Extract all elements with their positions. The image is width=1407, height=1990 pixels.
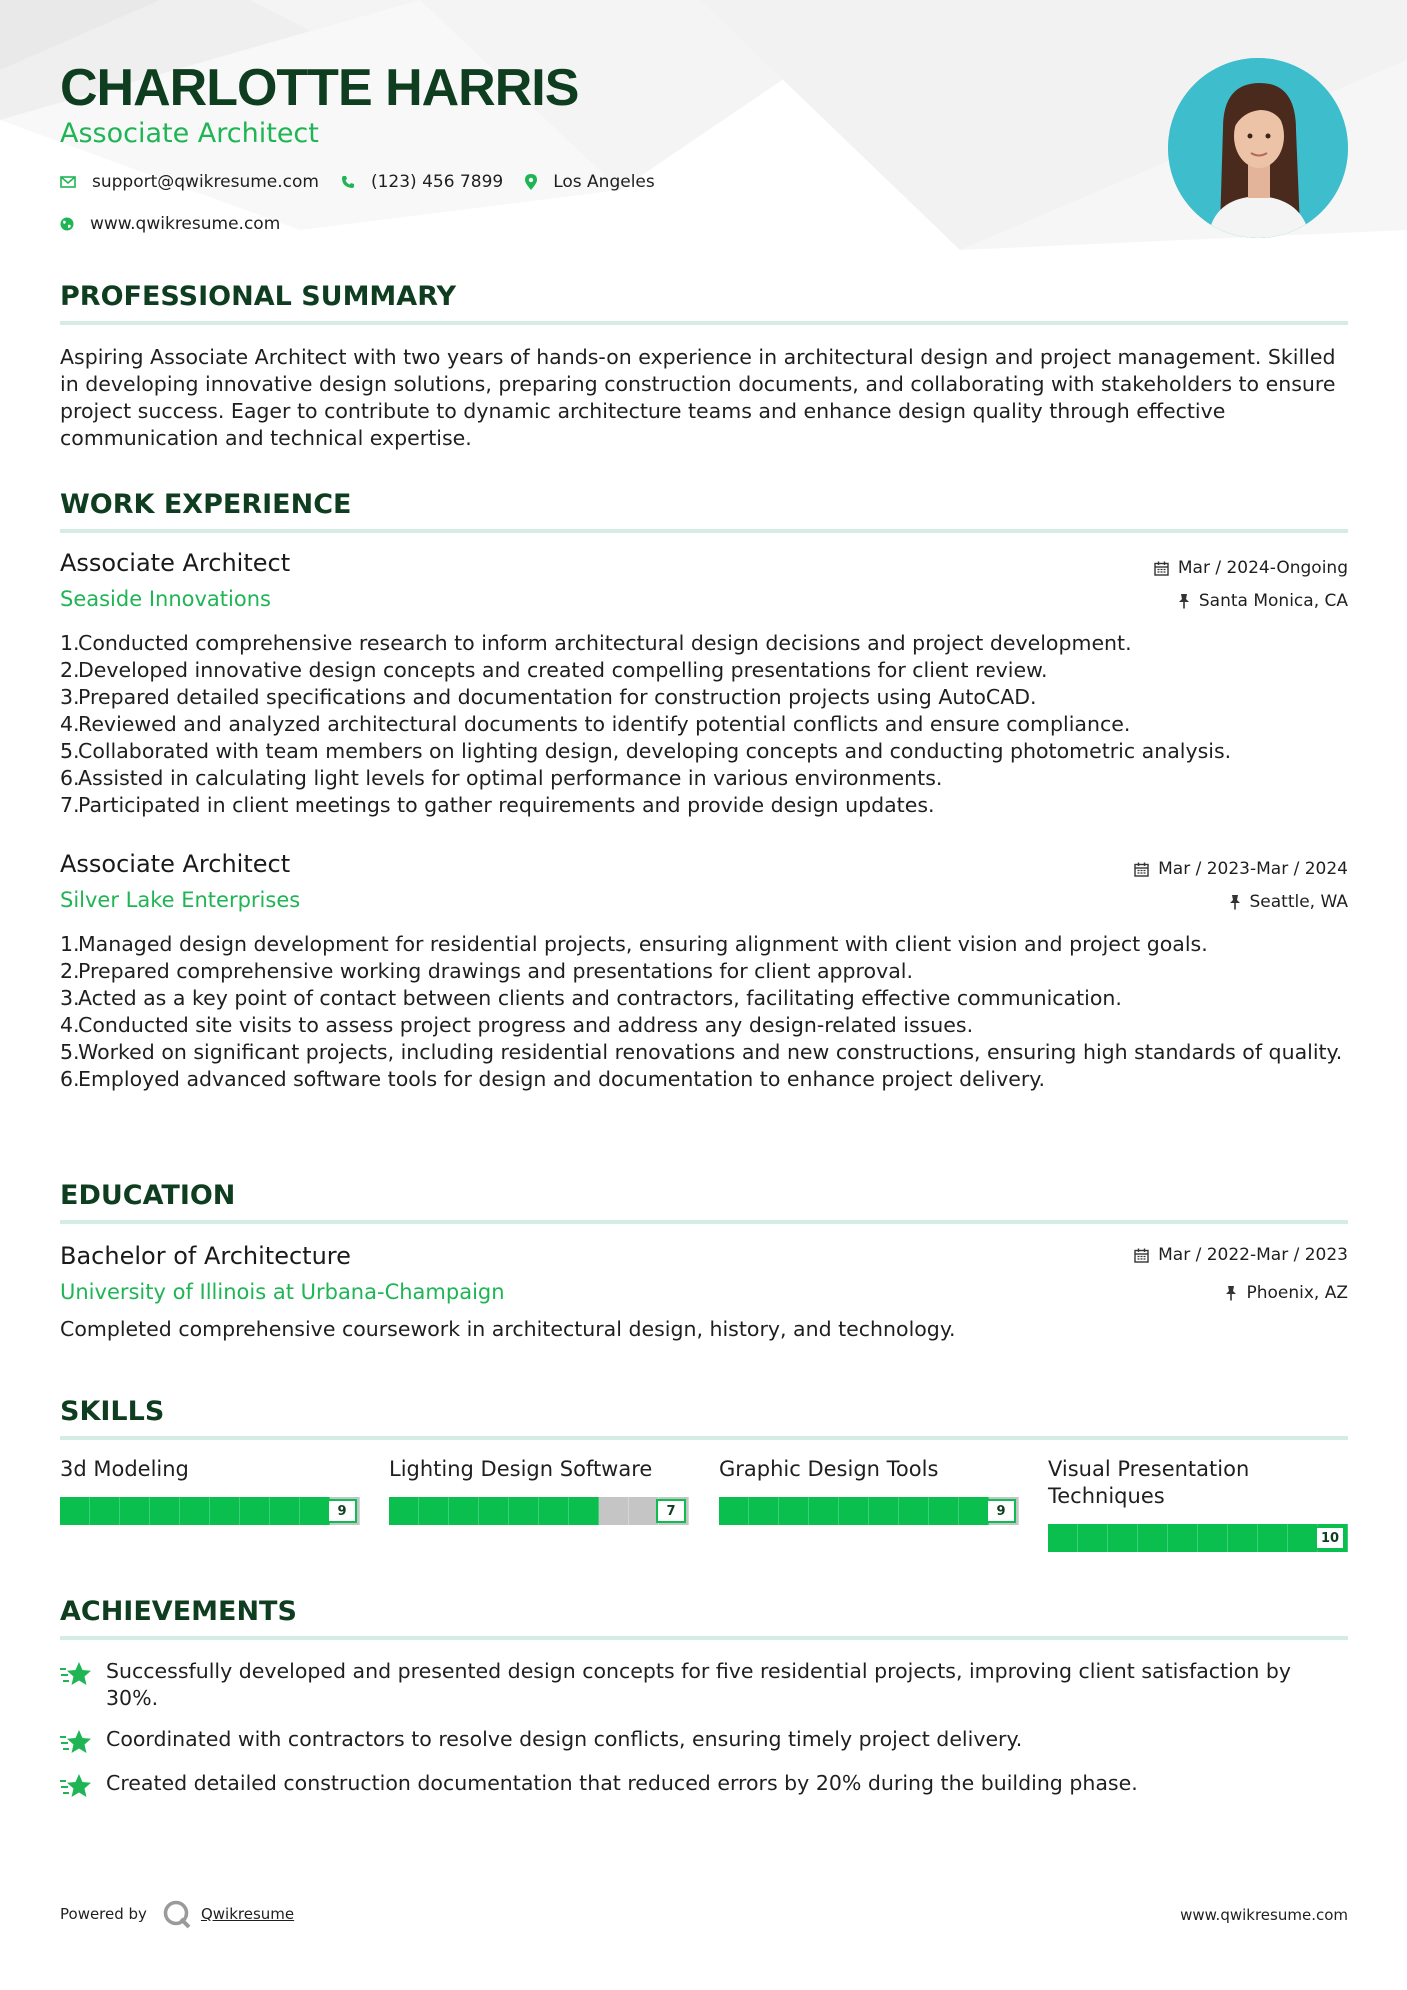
job-location	[1178, 591, 1348, 611]
list-item: 6. Assisted in calculating light levels for optimal performance in various environments.	[60, 766, 943, 790]
skill-bar-segment	[1168, 1524, 1198, 1552]
list-item: 2. Developed innovative design concepts and created compelling presentations for client review.	[60, 658, 1048, 682]
skill-bar-segment	[389, 1497, 419, 1525]
skill-score: 7	[656, 1499, 686, 1523]
job-responsibilities	[60, 931, 1348, 1093]
achievement-text: Successfully developed and presented design concepts for five residential projects, improving client satisfaction by 30%.	[106, 1659, 1291, 1710]
section-divider	[60, 1220, 1348, 1224]
skills-heading: SKILLS	[60, 1396, 165, 1427]
skill-rating-bar	[389, 1497, 689, 1525]
envelope-icon	[60, 176, 76, 188]
phone-icon	[341, 175, 355, 189]
skill-bar-segment	[1258, 1524, 1288, 1552]
summary-heading: PROFESSIONAL SUMMARY	[60, 281, 457, 312]
pushpin-icon	[1225, 1285, 1237, 1301]
skill-bar-segment	[1078, 1524, 1108, 1552]
skill-bar-segment	[599, 1497, 629, 1525]
qwikresume-logo-icon	[161, 1898, 193, 1930]
brand-link[interactable]: Qwikresume	[200, 1905, 295, 1923]
list-item: 5. Worked on significant projects, including residential renovations and new constructions, ensuring high standards of quality.	[60, 1040, 1343, 1064]
job-company: Silver Lake Enterprises	[60, 888, 301, 912]
achievement-item	[60, 1726, 1348, 1762]
skill-item	[1048, 1456, 1348, 1552]
skill-bar-segment	[1048, 1524, 1078, 1552]
email-text: support@qwikresume.com	[92, 172, 319, 192]
footer-website[interactable]: www.qwikresume.com	[1180, 1906, 1348, 1924]
candidate-title: Associate Architect	[60, 118, 319, 149]
skill-item	[60, 1456, 360, 1525]
job-role: Associate Architect	[60, 850, 291, 878]
globe-icon	[60, 217, 74, 231]
achievement-text: Coordinated with contractors to resolve design conflicts, ensuring timely project delivery.	[106, 1727, 1023, 1751]
skill-bar-segment	[719, 1497, 749, 1525]
section-divider	[60, 1636, 1348, 1640]
list-item: 3. Prepared detailed specifications and documentation for construction projects using AutoCAD.	[60, 685, 1037, 709]
location-text: Phoenix, AZ	[1246, 1283, 1348, 1303]
achievement-item	[60, 1658, 1348, 1712]
star-badge-icon	[60, 1658, 106, 1712]
section-divider	[60, 1436, 1348, 1440]
list-item: 1. Conducted comprehensive research to inform architectural design decisions and project development.	[60, 631, 1132, 655]
pushpin-icon	[1178, 593, 1190, 609]
skill-bar-segment	[300, 1497, 330, 1525]
summary-text: Aspiring Associate Architect with two years of hands-on experience in architectural design and project management. Skilled in developing innovative design solutions, preparing construction documents, and collaborating with stakeholders to ensure project success. Eager to contribute to dynamic architecture teams and enhance design quality through effective communication and technical expertise.	[60, 345, 1336, 450]
section-divider	[60, 321, 1348, 325]
pushpin-icon	[1229, 894, 1241, 910]
skill-bar-segment	[180, 1497, 210, 1525]
phone-contact[interactable]	[341, 172, 503, 192]
skill-bar-segment	[509, 1497, 539, 1525]
website-row	[60, 214, 302, 234]
skill-bar-segment	[1228, 1524, 1258, 1552]
education-location	[1225, 1283, 1348, 1303]
calendar-icon	[1154, 561, 1169, 576]
powered-by-label: Powered by	[60, 1905, 147, 1923]
map-pin-icon	[525, 174, 537, 190]
list-item: 7. Participated in client meetings to gather requirements and provide design updates.	[60, 793, 935, 817]
skill-rating-bar	[719, 1497, 1019, 1525]
star-badge-icon	[60, 1770, 106, 1806]
skill-bar-segment	[90, 1497, 120, 1525]
skill-score: 9	[327, 1499, 357, 1523]
dates-text: Mar / 2022-Mar / 2023	[1158, 1245, 1348, 1265]
education-dates	[1134, 1245, 1348, 1265]
location-text: Seattle, WA	[1249, 892, 1348, 912]
list-item: 4. Reviewed and analyzed architectural documents to identify potential conflicts and ensure compliance.	[60, 712, 1131, 736]
skill-bar-segment	[839, 1497, 869, 1525]
candidate-name: CHARLOTTE HARRIS	[60, 59, 579, 117]
skill-item	[719, 1456, 1019, 1525]
skill-name: 3d Modeling	[60, 1457, 189, 1481]
skill-bar-segment	[869, 1497, 899, 1525]
calendar-icon	[1134, 862, 1149, 877]
skill-bar-segment	[1288, 1524, 1318, 1552]
job-company: Seaside Innovations	[60, 587, 271, 611]
skill-bar-segment	[150, 1497, 180, 1525]
phone-text: (123) 456 7899	[370, 172, 504, 192]
skill-bar-segment	[1138, 1524, 1168, 1552]
education-description: Completed comprehensive coursework in architectural design, history, and technology.	[60, 1317, 956, 1341]
skill-bar-segment	[779, 1497, 809, 1525]
job-dates	[1134, 859, 1348, 879]
list-item: 4. Conducted site visits to assess project progress and address any design-related issues.	[60, 1013, 974, 1037]
list-item: 5. Collaborated with team members on lighting design, developing concepts and conducting photometric analysis.	[60, 739, 1232, 763]
skill-bar-segment	[240, 1497, 270, 1525]
location-contact	[525, 172, 655, 192]
website-text: www.qwikresume.com	[90, 214, 281, 234]
skill-bar-segment	[539, 1497, 569, 1525]
skill-name: Graphic Design Tools	[719, 1457, 939, 1481]
job-role: Associate Architect	[60, 549, 291, 577]
skill-bar-segment	[569, 1497, 599, 1525]
education-heading: EDUCATION	[60, 1180, 236, 1211]
skill-bar-segment	[449, 1497, 479, 1525]
website-contact[interactable]	[60, 214, 280, 234]
dates-text: Mar / 2023-Mar / 2024	[1158, 859, 1348, 879]
skill-rating-bar	[60, 1497, 360, 1525]
profile-photo	[1168, 58, 1348, 238]
skill-name: Lighting Design Software	[389, 1457, 653, 1481]
list-item: 1. Managed design development for residential projects, ensuring alignment with client vision and project goals.	[60, 932, 1208, 956]
location-text: Santa Monica, CA	[1198, 591, 1348, 611]
skill-bar-segment	[1198, 1524, 1228, 1552]
skill-bar-segment	[479, 1497, 509, 1525]
section-divider	[60, 529, 1348, 533]
skill-bar-segment	[419, 1497, 449, 1525]
skill-name: Visual Presentation Techniques	[1048, 1457, 1250, 1508]
achievement-item	[60, 1770, 1348, 1806]
email-contact[interactable]	[60, 172, 319, 192]
list-item: 6. Employed advanced software tools for design and documentation to enhance project delivery.	[60, 1067, 1046, 1091]
skill-bar-segment	[210, 1497, 240, 1525]
skill-item	[389, 1456, 689, 1525]
dates-text: Mar / 2024-Ongoing	[1177, 558, 1348, 578]
calendar-icon	[1134, 1248, 1149, 1263]
skill-bar-segment	[1108, 1524, 1138, 1552]
job-responsibilities	[60, 630, 1348, 819]
skill-bar-segment	[749, 1497, 779, 1525]
skill-bar-segment	[809, 1497, 839, 1525]
location-text: Los Angeles	[553, 172, 655, 192]
star-badge-icon	[60, 1726, 106, 1762]
skill-rating-bar	[1048, 1524, 1348, 1552]
footer-powered-by	[60, 1898, 294, 1930]
avatar	[1168, 58, 1348, 238]
skill-bar-segment	[899, 1497, 929, 1525]
skill-bar-segment	[270, 1497, 300, 1525]
achievement-text: Created detailed construction documentation that reduced errors by 20% during the building phase.	[106, 1771, 1138, 1795]
skill-bar-segment	[959, 1497, 989, 1525]
skill-score: 10	[1315, 1526, 1345, 1550]
skill-bar-segment	[929, 1497, 959, 1525]
experience-heading: WORK EXPERIENCE	[60, 489, 352, 520]
skill-bar-segment	[629, 1497, 659, 1525]
skill-score: 9	[986, 1499, 1016, 1523]
education-school: University of Illinois at Urbana-Champaign	[60, 1280, 505, 1304]
list-item: 3. Acted as a key point of contact between clients and contractors, facilitating effective communication.	[60, 986, 1122, 1010]
job-dates	[1154, 558, 1348, 578]
list-item: 2. Prepared comprehensive working drawings and presentations for client approval.	[60, 959, 913, 983]
achievements-heading: ACHIEVEMENTS	[60, 1596, 297, 1627]
contact-row	[60, 172, 677, 192]
job-location	[1229, 892, 1349, 912]
skill-bar-segment	[120, 1497, 150, 1525]
education-degree: Bachelor of Architecture	[60, 1242, 351, 1270]
skills-grid	[60, 1456, 1348, 1566]
skill-bar-segment	[60, 1497, 90, 1525]
